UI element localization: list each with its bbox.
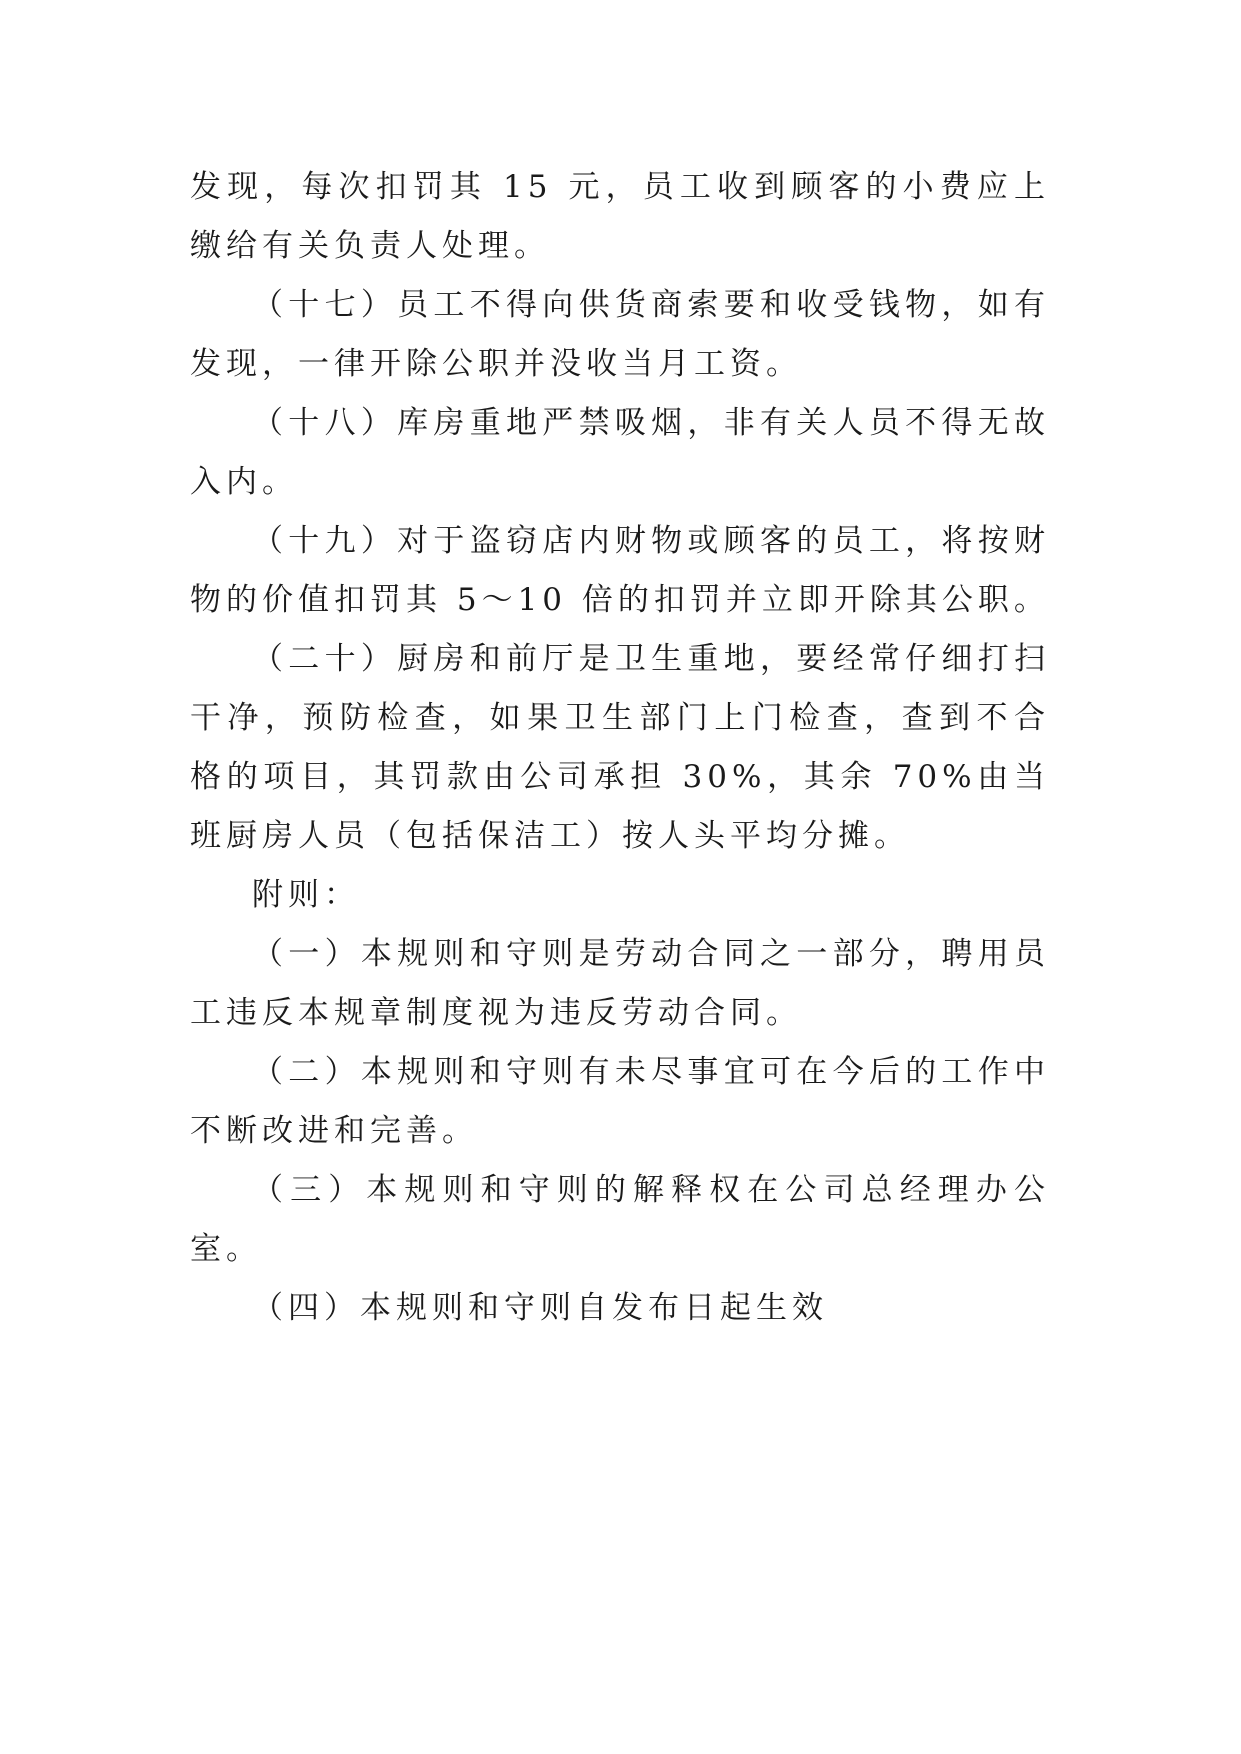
appendix-item-4: （四）本规则和守则自发布日起生效 xyxy=(252,1290,828,1326)
paragraph-continued: 发现，每次扣罚其 15 元，员工收到顾客的小费应上缴给有关负责人处理。 xyxy=(190,169,1050,264)
appendix-item-3: （三）本规则和守则的解释权在公司总经理办公室。 xyxy=(190,1172,1050,1267)
document-body xyxy=(190,158,1050,1338)
appendix-item-2: （二）本规则和守则有未尽事宜可在今后的工作中不断改进和完善。 xyxy=(190,1054,1050,1149)
paragraph-item-20: （二十）厨房和前厅是卫生重地，要经常仔细打扫干净，预防检查，如果卫生部门上门检查，查到不合格的项目，其罚款由公司承担 30%，其余 70%由当班厨房人员（包括保洁工）按人头平均分摊。 xyxy=(190,641,1050,854)
paragraph-item-17: （十七）员工不得向供货商索要和收受钱物，如有发现，一律开除公职并没收当月工资。 xyxy=(190,287,1050,382)
paragraph-item-19: （十九）对于盗窃店内财物或顾客的员工，将按财物的价值扣罚其 5～10 倍的扣罚并立即开除其公职。 xyxy=(190,523,1050,618)
appendix-item-1: （一）本规则和守则是劳动合同之一部分，聘用员工违反本规章制度视为违反劳动合同。 xyxy=(190,936,1050,1031)
paragraph-item-18: （十八）库房重地严禁吸烟，非有关人员不得无故入内。 xyxy=(190,405,1050,500)
appendix-heading: 附则： xyxy=(252,877,360,913)
